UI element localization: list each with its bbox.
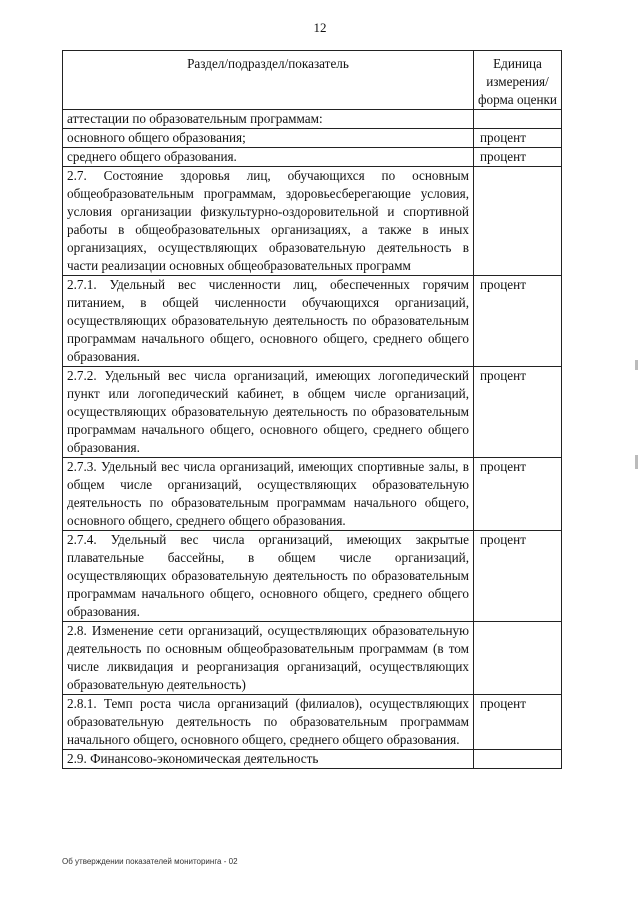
scan-artifact <box>635 455 638 469</box>
table-row <box>63 276 562 367</box>
row-unit: процент <box>474 129 562 148</box>
table-row <box>63 167 562 276</box>
scan-artifact <box>635 360 638 370</box>
row-unit <box>474 622 562 695</box>
row-unit: процент <box>474 276 562 367</box>
row-text: 2.7.2. Удельный вес числа организаций, имеющих логопедический пункт или логопедический кабинет, в общем числе организаций, осуществляющих образовательную деятельность по образовательным программам начального общего, основного общего, среднего общего образования. <box>63 367 474 458</box>
row-text: 2.7.1. Удельный вес численности лиц, обеспеченных горячим питанием, в общей численности обучающихся организаций, осуществляющих образовательную деятельность по образовательным программам начального общего, основного общего, среднего общего образования. <box>63 276 474 367</box>
row-text: 2.7. Состояние здоровья лиц, обучающихся по основным общеобразовательным программам, здоровьесберегающие условия, условия организации физкультурно-оздоровительной и спортивной работы в общеобразовательных организациях, а также в иных организациях, осуществляющих образовательную деятельность в части реализации основных общеобразовательных программ <box>63 167 474 276</box>
row-unit: процент <box>474 148 562 167</box>
indicators-table <box>62 50 562 769</box>
row-unit: процент <box>474 367 562 458</box>
table-row <box>63 367 562 458</box>
row-text: 2.8. Изменение сети организаций, осуществляющих образовательную деятельность по основным общеобразовательным программам (в том числе ликвидация и реорганизация организаций, осуществляющих образовательную деятельность) <box>63 622 474 695</box>
header-unit-column: Единица измерения/ форма оценки <box>474 51 562 110</box>
row-unit <box>474 167 562 276</box>
row-unit: процент <box>474 531 562 622</box>
footer-note: Об утверждении показателей мониторинга - 02 <box>62 857 238 866</box>
row-text: 2.7.3. Удельный вес числа организаций, имеющих спортивные залы, в общем числе организаций, осуществляющих образовательную деятельность по образовательным программам начального общего, основного общего, среднего общего образования. <box>63 458 474 531</box>
table-row <box>63 622 562 695</box>
table-row <box>63 129 562 148</box>
table-row <box>63 531 562 622</box>
table-row <box>63 750 562 769</box>
table-row <box>63 458 562 531</box>
row-unit: процент <box>474 458 562 531</box>
row-text: 2.8.1. Темп роста числа организаций (филиалов), осуществляющих образовательную деятельность по образовательным программам начального общего, основного общего, среднего общего образования. <box>63 695 474 750</box>
table-row <box>63 110 562 129</box>
header-section-column: Раздел/подраздел/показатель <box>63 51 474 110</box>
row-unit: процент <box>474 695 562 750</box>
row-text: аттестации по образовательным программам: <box>63 110 474 129</box>
row-text: основного общего образования; <box>63 129 474 148</box>
row-unit <box>474 750 562 769</box>
page-number: 12 <box>313 20 327 35</box>
row-unit <box>474 110 562 129</box>
row-text: 2.7.4. Удельный вес числа организаций, имеющих закрытые плавательные бассейны, в общем числе организаций, осуществляющих образовательную деятельность по образовательным программам начального общего, основного общего, среднего общего образования. <box>63 531 474 622</box>
table-header-row <box>63 51 562 110</box>
table-row <box>63 148 562 167</box>
row-text: среднего общего образования. <box>63 148 474 167</box>
row-text: 2.9. Финансово-экономическая деятельность <box>63 750 474 769</box>
table-row <box>63 695 562 750</box>
